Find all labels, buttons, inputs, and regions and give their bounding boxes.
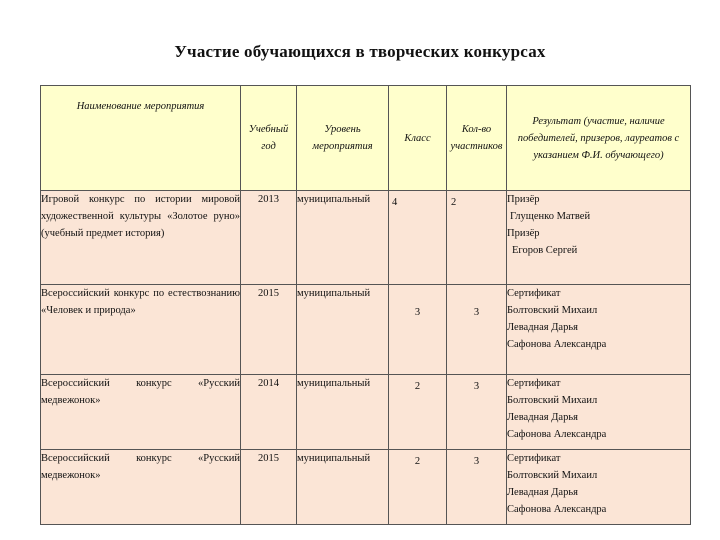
header-year: Учебный год [241,86,297,191]
result-line: Левадная Дарья [507,322,578,333]
event-year: 2014 [241,375,297,450]
header-level: Уровень мероприятия [297,86,389,191]
result-line: Сертификат [507,288,561,299]
event-year: 2015 [241,285,297,375]
result-line: Сафонова Александра [507,339,607,350]
event-year: 2015 [241,450,297,525]
event-result [507,375,691,450]
table-row [41,285,691,375]
competitions-table [40,85,691,525]
header-class: Класс [389,86,447,191]
event-name: Всероссийский конкурс по естествознанию «Человек и природа» [41,285,241,375]
event-count: 2 [447,191,507,285]
event-level: муниципальный [297,285,389,375]
event-name: Игровой конкурс по истории мировой художественной культуры «Золотое руно» (учебный предмет история) [41,191,241,285]
event-result [507,450,691,525]
event-class: 4 [389,191,447,285]
event-count: 3 [447,450,507,525]
event-level: муниципальный [297,450,389,525]
result-line: Болтовский Михаил [507,305,598,316]
table-row [41,450,691,525]
event-year: 2013 [241,191,297,285]
table-row [41,191,691,285]
event-result [507,191,691,285]
result-line: Сафонова Александра [507,429,607,440]
result-line: Сертификат [507,378,561,389]
event-class: 3 [389,285,447,375]
result-line: Левадная Дарья [507,412,578,423]
event-count: 3 [447,285,507,375]
table-row [41,375,691,450]
result-line: Сертификат [507,453,561,464]
result-line: Призёр [507,194,540,205]
result-line: Глущенко Матвей [510,211,591,222]
result-line: Болтовский Михаил [507,395,598,406]
header-name: Наименование мероприятия [41,86,241,191]
header-result: Результат (участие, наличие победителей, призеров, лауреатов с указанием Ф.И. обучающего) [507,86,691,191]
event-class: 2 [389,375,447,450]
page-title: Участие обучающихся в творческих конкурсах [174,42,546,61]
table-header-row [41,86,691,191]
event-count: 3 [447,375,507,450]
event-level: муниципальный [297,191,389,285]
header-count: Кол-во участников [447,86,507,191]
result-line: Призёр [507,228,540,239]
event-class: 2 [389,450,447,525]
event-name: Всероссийский конкурс «Русский медвежонок» [41,450,241,525]
result-line: Левадная Дарья [507,487,578,498]
result-line: Болтовский Михаил [507,470,598,481]
event-result [507,285,691,375]
event-name: Всероссийский конкурс «Русский медвежонок» [41,375,241,450]
result-line: Егоров Сергей [512,245,578,256]
result-line: Сафонова Александра [507,504,607,515]
event-level: муниципальный [297,375,389,450]
